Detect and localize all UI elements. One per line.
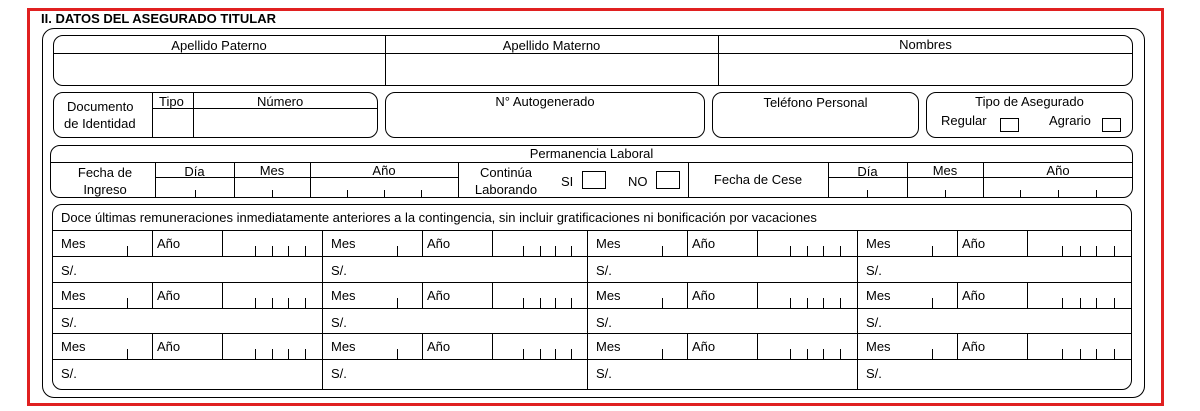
rem-soles-field[interactable]: [357, 309, 586, 333]
agrario-checkbox[interactable]: [1102, 118, 1121, 132]
rem-cell-divider: [957, 230, 958, 256]
nombres-field[interactable]: [719, 54, 1132, 85]
rem-soles-label: S/.: [61, 366, 77, 381]
rem-mes-label: Mes: [596, 288, 621, 303]
rem-anio-field[interactable]: [493, 231, 586, 255]
rem-cell-divider: [422, 282, 423, 308]
agrario-label: Agrario: [1049, 113, 1091, 128]
autogenerado-label: N° Autogenerado: [495, 94, 595, 109]
rem-cell-divider: [422, 333, 423, 359]
rem-anio-field[interactable]: [1028, 334, 1131, 358]
rem-cell-divider: [687, 282, 688, 308]
rem-cell-divider: [152, 333, 153, 359]
no-checkbox[interactable]: [656, 171, 680, 189]
numero-documento-field[interactable]: [194, 109, 377, 137]
cese-dia-field[interactable]: [829, 178, 906, 197]
rem-cell-divider: [152, 230, 153, 256]
rem-mes-label: Mes: [61, 288, 86, 303]
rem-mes-field[interactable]: [97, 231, 151, 255]
rem-soles-label: S/.: [61, 315, 77, 330]
rem-anio-field[interactable]: [223, 283, 321, 307]
rem-mes-field[interactable]: [902, 231, 956, 255]
rem-soles-label: S/.: [596, 366, 612, 381]
si-label: SI: [561, 174, 574, 189]
rem-cell-divider: [422, 230, 423, 256]
rem-soles-field[interactable]: [87, 309, 321, 333]
fecha-ingreso-label-line1: Fecha de: [77, 165, 133, 180]
rem-anio-label: Año: [427, 236, 451, 251]
ingreso-anio-field[interactable]: [311, 178, 457, 197]
rem-cell-divider: [152, 282, 153, 308]
rem-mes-field[interactable]: [367, 334, 421, 358]
rem-anio-label: Año: [427, 288, 451, 303]
rem-soles-field[interactable]: [622, 257, 856, 281]
section-title: II. DATOS DEL ASEGURADO TITULAR: [41, 11, 276, 26]
rem-anio-field[interactable]: [1028, 231, 1131, 255]
rem-mes-label: Mes: [866, 236, 891, 251]
rem-anio-field[interactable]: [758, 231, 856, 255]
ingreso-mes-label: Mes: [259, 163, 285, 178]
rem-soles-field[interactable]: [357, 257, 586, 281]
rem-soles-field[interactable]: [357, 360, 586, 384]
rem-anio-label: Año: [692, 288, 716, 303]
rem-mes-field[interactable]: [97, 334, 151, 358]
rem-anio-field[interactable]: [758, 283, 856, 307]
rem-col-divider: [322, 230, 323, 390]
apellido-materno-label: Apellido Materno: [502, 38, 601, 53]
rem-anio-label: Año: [692, 236, 716, 251]
rem-cell-divider: [687, 230, 688, 256]
rem-anio-field[interactable]: [758, 334, 856, 358]
documento-label-line2: de Identidad: [64, 116, 136, 131]
permanencia-header-divider: [50, 162, 1133, 163]
rem-mes-label: Mes: [331, 288, 356, 303]
rem-anio-label: Año: [962, 339, 986, 354]
rem-soles-field[interactable]: [892, 360, 1131, 384]
rem-soles-field[interactable]: [892, 257, 1131, 281]
ingreso-divider-4: [458, 162, 459, 198]
cese-anio-label: Año: [1046, 163, 1070, 178]
rem-mes-label: Mes: [596, 236, 621, 251]
rem-soles-field[interactable]: [622, 309, 856, 333]
rem-anio-field[interactable]: [223, 231, 321, 255]
documento-label-line1: Documento: [67, 99, 134, 114]
ingreso-dia-field[interactable]: [156, 178, 233, 197]
rem-mes-field[interactable]: [632, 231, 686, 255]
rem-mes-label: Mes: [596, 339, 621, 354]
rem-mes-label: Mes: [61, 236, 86, 251]
cese-anio-field[interactable]: [984, 178, 1132, 197]
apellido-paterno-field[interactable]: [54, 54, 384, 85]
rem-row-divider: [52, 333, 1132, 334]
rem-anio-field[interactable]: [1028, 283, 1131, 307]
fecha-ingreso-label-line2: Ingreso: [83, 182, 127, 197]
rem-soles-label: S/.: [331, 366, 347, 381]
rem-anio-label: Año: [157, 236, 181, 251]
rem-anio-field[interactable]: [223, 334, 321, 358]
tipo-documento-field[interactable]: [153, 109, 192, 137]
rem-mes-field[interactable]: [632, 334, 686, 358]
tipo-label: Tipo: [159, 94, 184, 109]
rem-row-divider: [52, 282, 1132, 283]
rem-mes-field[interactable]: [902, 283, 956, 307]
rem-cell-divider: [687, 333, 688, 359]
rem-soles-label: S/.: [331, 263, 347, 278]
ingreso-anio-label: Año: [372, 163, 396, 178]
rem-anio-label: Año: [427, 339, 451, 354]
rem-soles-label: S/.: [866, 366, 882, 381]
permanencia-title: Permanencia Laboral: [529, 146, 654, 161]
rem-soles-field[interactable]: [622, 360, 856, 384]
nombres-label: Nombres: [899, 37, 952, 52]
rem-soles-label: S/.: [331, 315, 347, 330]
rem-anio-label: Año: [157, 288, 181, 303]
cese-dia-label: Día: [857, 164, 878, 179]
rem-anio-field[interactable]: [493, 334, 586, 358]
tipo-asegurado-label: Tipo de Asegurado: [975, 94, 1084, 109]
rem-col-divider: [857, 230, 858, 390]
rem-soles-field[interactable]: [87, 257, 321, 281]
numero-label: Número: [257, 94, 304, 109]
rem-anio-label: Año: [962, 288, 986, 303]
rem-mes-label: Mes: [61, 339, 86, 354]
cese-mes-field[interactable]: [908, 178, 982, 197]
rem-mes-field[interactable]: [367, 283, 421, 307]
rem-anio-label: Año: [692, 339, 716, 354]
rem-mes-label: Mes: [866, 339, 891, 354]
rem-soles-label: S/.: [866, 263, 882, 278]
cese-mes-label: Mes: [932, 163, 958, 178]
rem-anio-field[interactable]: [493, 283, 586, 307]
rem-cell-divider: [957, 333, 958, 359]
fecha-cese-label: Fecha de Cese: [713, 172, 803, 187]
rem-mes-field[interactable]: [902, 334, 956, 358]
ingreso-dia-label: Día: [184, 164, 205, 179]
apellido-materno-field[interactable]: [386, 54, 717, 85]
apellido-paterno-label: Apellido Paterno: [171, 38, 267, 53]
continua-label-line1: Continúa: [479, 165, 533, 180]
no-label: NO: [628, 174, 648, 189]
rem-cell-divider: [957, 282, 958, 308]
telefono-label: Teléfono Personal: [763, 95, 868, 110]
ingreso-mes-field[interactable]: [235, 178, 309, 197]
rem-mes-field[interactable]: [632, 283, 686, 307]
rem-col-divider: [587, 230, 588, 390]
remuneraciones-title: Doce últimas remuneraciones inmediatamente anteriores a la contingencia, sin incluir gratificaciones ni bonificación por vacaciones: [61, 210, 817, 225]
rem-soles-label: S/.: [596, 315, 612, 330]
rem-mes-field[interactable]: [97, 283, 151, 307]
rem-anio-label: Año: [157, 339, 181, 354]
rem-soles-field[interactable]: [87, 360, 321, 384]
si-checkbox[interactable]: [582, 171, 606, 189]
continua-label-line2: Laborando: [474, 182, 538, 197]
rem-mes-label: Mes: [331, 339, 356, 354]
rem-mes-field[interactable]: [367, 231, 421, 255]
rem-soles-label: S/.: [866, 315, 882, 330]
rem-top-divider: [52, 230, 1132, 231]
regular-label: Regular: [941, 113, 987, 128]
rem-soles-label: S/.: [61, 263, 77, 278]
rem-mes-label: Mes: [331, 236, 356, 251]
regular-checkbox[interactable]: [1000, 118, 1019, 132]
rem-anio-label: Año: [962, 236, 986, 251]
rem-soles-field[interactable]: [892, 309, 1131, 333]
rem-soles-label: S/.: [596, 263, 612, 278]
rem-mes-label: Mes: [866, 288, 891, 303]
